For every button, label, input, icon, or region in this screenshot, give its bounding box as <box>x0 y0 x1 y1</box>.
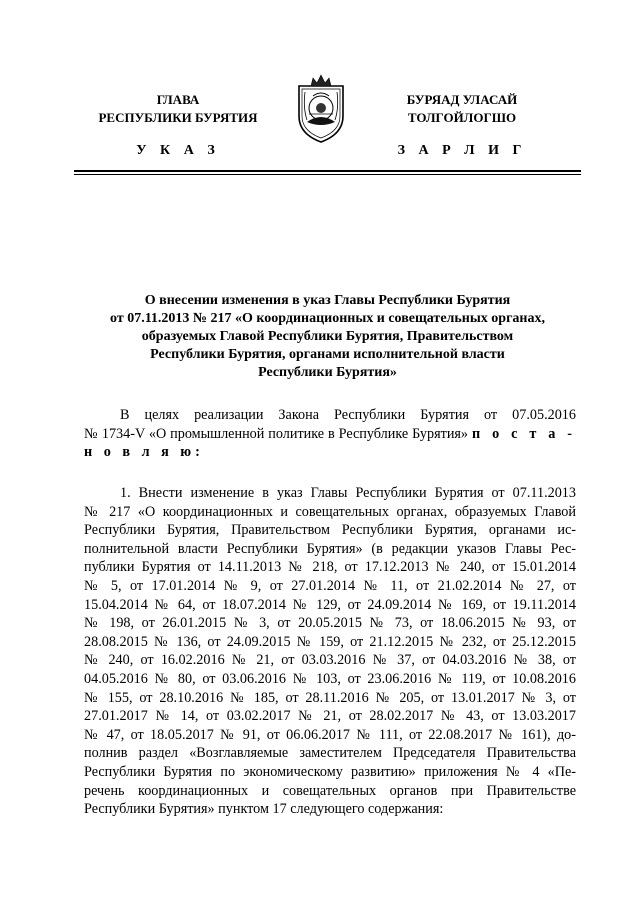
item-1-line: № 217 «О координационных и совещательных органах, образуемых Главой <box>84 503 576 520</box>
preamble-line2-text: № 1734-V «О промышленной политике в Республике Бурятия» <box>84 425 469 442</box>
preamble-line <box>84 425 576 444</box>
header-right-line1: БУРЯАД УЛАСАЙ <box>406 92 518 107</box>
item-1-line: № 198, от 26.01.2015 № 3, от 20.05.2015 № 73, от 18.06.2015 № 93, от <box>84 615 576 632</box>
preamble-paragraph <box>84 406 576 462</box>
title-line: Республики Бурятия, органами исполнительной власти <box>150 347 505 362</box>
item-1-line: речень координационных и совещательных органов при Правительстве <box>84 782 576 799</box>
header-divider <box>74 170 581 175</box>
item-1-line: 1. Внести изменение в указ Главы Республики Бурятия от 07.11.2013 <box>120 485 576 501</box>
item-1-line: № 5, от 17.01.2014 № 9, от 27.01.2014 № 11, от 21.02.2014 № 27, от <box>84 577 576 594</box>
item-1-line: полнив раздел «Возглавляемые заместителем Председателя Правительства <box>84 745 576 762</box>
postanovlyayu-part2: н о в л я ю: <box>84 444 204 461</box>
title-line: Республики Бурятия» <box>258 365 397 380</box>
item-1-line: Республики Бурятия по экономическому развитию» приложения № 4 «Пе- <box>84 763 576 780</box>
item-1-line: публики Бурятия от 14.11.2013 № 218, от 17.12.2013 № 240, от 15.01.2014 <box>84 559 576 576</box>
header-right-line2: ТОЛГОЙЛОГШО <box>407 110 517 125</box>
header-left-line2: РЕСПУБЛИКИ БУРЯТИЯ <box>98 110 258 125</box>
doc-type-right: З А Р Л И Г <box>397 143 527 158</box>
item-1-line: 04.05.2016 № 80, от 03.06.2016 № 103, от 23.06.2016 № 119, от 10.08.2016 <box>84 670 576 687</box>
item-1-line: 15.04.2014 № 64, от 18.07.2014 № 129, от 24.09.2014 № 169, от 19.11.2014 <box>84 596 576 613</box>
item-1-line: 28.08.2015 № 136, от 24.09.2015 № 159, от 21.12.2015 № 232, от 25.12.2015 <box>84 633 576 650</box>
item-1-line: № 155, от 28.10.2016 № 185, от 28.11.2016 № 205, от 13.01.2017 № 3, от <box>84 689 576 706</box>
title-line: О внесении изменения в указ Главы Республики Бурятия <box>144 293 511 308</box>
item-1-line: № 240, от 16.02.2016 № 21, от 03.03.2016 № 37, от 04.03.2016 № 38, от <box>84 652 576 669</box>
preamble-line: В целях реализации Закона Республики Бурятия от 07.05.2016 <box>120 407 576 423</box>
header-right <box>362 91 562 127</box>
item-1-line: полнительной власти Республики Бурятия» (в редакции указов Главы Рес- <box>84 540 576 557</box>
postanovlyayu-part1: п о с т а - <box>471 425 576 442</box>
header-left <box>78 91 278 127</box>
item-1-line: Республики Бурятия» пунктом 17 следующего содержания: <box>84 801 444 818</box>
item-1-line: 27.01.2017 № 14, от 03.02.2017 № 21, от 28.02.2017 № 43, от 13.03.2017 <box>84 708 576 725</box>
header-left-line1: ГЛАВА <box>156 92 200 107</box>
title-line: от 07.11.2013 № 217 «О координационных и совещательных органах, <box>110 311 545 326</box>
doc-type-left: У К А З <box>136 143 220 158</box>
document-title <box>74 292 581 382</box>
preamble-line <box>84 443 576 462</box>
item-1-line: № 47, от 18.05.2017 № 91, от 06.06.2017 № 111, от 22.08.2017 № 161), до- <box>84 726 576 743</box>
coat-of-arms-buryatia-icon <box>293 72 349 144</box>
item-1-line: Республики Бурятия, Правительством Республики Бурятия, органами ис- <box>84 522 576 539</box>
title-line: образуемых Главой Республики Бурятия, Правительством <box>141 329 514 344</box>
item-1-paragraph <box>84 484 576 819</box>
